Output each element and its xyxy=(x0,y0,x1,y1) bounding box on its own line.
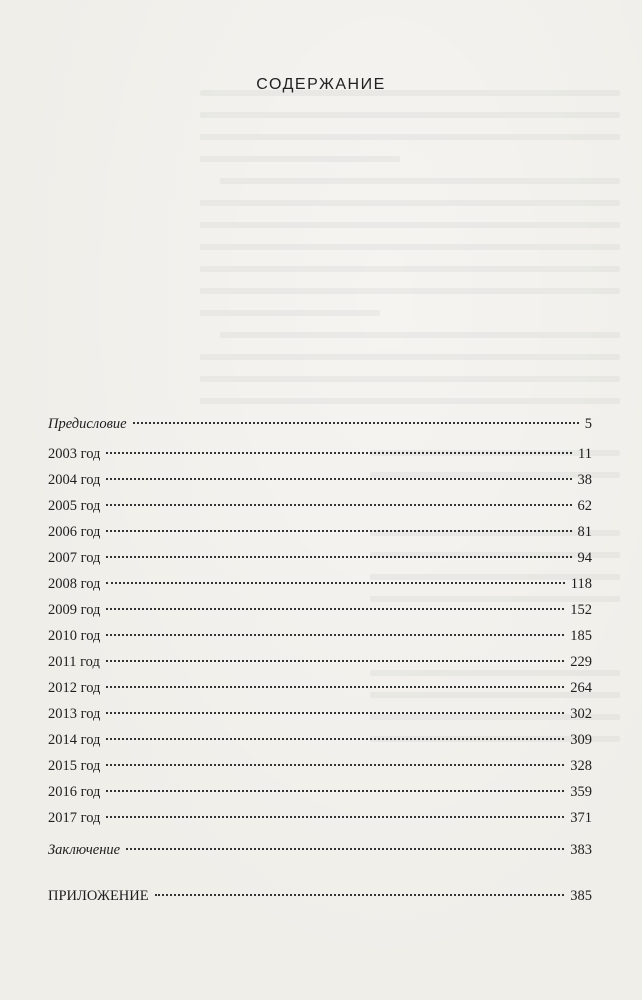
toc-entry-title: 2016 год xyxy=(48,784,101,800)
dot-leader xyxy=(106,764,564,766)
toc-entry-page-number: 229 xyxy=(570,654,592,670)
dot-leader xyxy=(155,894,565,896)
toc-entry xyxy=(48,675,592,701)
toc-entry-title: 2007 год xyxy=(48,550,101,566)
toc-entry-title: 2004 год xyxy=(48,472,101,488)
dot-leader xyxy=(106,738,564,740)
dot-leader xyxy=(106,816,564,818)
toc-entry-title: 2014 год xyxy=(48,732,101,748)
toc-entry-title: 2008 год xyxy=(48,576,101,592)
toc-entry xyxy=(48,805,592,831)
toc-entry xyxy=(48,441,592,467)
toc-entry xyxy=(48,753,592,779)
toc-entry xyxy=(48,493,592,519)
dot-leader xyxy=(106,504,571,506)
toc-entry-page-number: 383 xyxy=(570,842,592,858)
dot-leader xyxy=(106,478,571,480)
toc-entry-page-number: 385 xyxy=(570,888,592,904)
toc-entry xyxy=(48,411,592,437)
toc-entry xyxy=(48,649,592,675)
toc-entry xyxy=(48,545,592,571)
dot-leader xyxy=(133,422,579,424)
toc-entry-page-number: 264 xyxy=(570,680,592,696)
toc-entry-title: 2011 год xyxy=(48,654,100,670)
toc-entry-title: ПРИЛОЖЕНИЕ xyxy=(48,888,149,904)
toc-entry-title: 2012 год xyxy=(48,680,101,696)
dot-leader xyxy=(106,712,564,714)
toc-entry-page-number: 5 xyxy=(584,416,592,432)
toc-entry xyxy=(48,883,592,909)
toc-entry-title: 2013 год xyxy=(48,706,101,722)
toc-entry-page-number: 359 xyxy=(570,784,592,800)
toc-entry-page-number: 328 xyxy=(570,758,592,774)
toc-entry xyxy=(48,467,592,493)
toc-entry-page-number: 38 xyxy=(577,472,592,488)
dot-leader xyxy=(106,530,571,532)
dot-leader xyxy=(106,790,564,792)
toc-entry-title: Заключение xyxy=(48,842,121,858)
toc-entry-page-number: 309 xyxy=(570,732,592,748)
toc-entry-title: 2005 год xyxy=(48,498,101,514)
dot-leader xyxy=(106,686,564,688)
toc-entry-page-number: 118 xyxy=(570,576,592,592)
toc-entry xyxy=(48,779,592,805)
toc-entry-page-number: 62 xyxy=(577,498,592,514)
table-of-contents xyxy=(48,411,592,909)
toc-entry xyxy=(48,519,592,545)
toc-entry-page-number: 94 xyxy=(577,550,592,566)
toc-entry-title: 2003 год xyxy=(48,446,101,462)
page-title: СОДЕРЖАНИЕ xyxy=(256,76,386,93)
toc-entry xyxy=(48,597,592,623)
toc-entry-title: 2015 год xyxy=(48,758,101,774)
dot-leader xyxy=(106,660,564,662)
toc-entry xyxy=(48,837,592,863)
toc-entry-title: 2006 год xyxy=(48,524,101,540)
toc-entry-page-number: 11 xyxy=(578,446,592,462)
dot-leader xyxy=(106,608,564,610)
toc-entry-title: 2010 год xyxy=(48,628,101,644)
dot-leader xyxy=(106,582,564,584)
dot-leader xyxy=(106,556,571,558)
toc-entry-title: 2017 год xyxy=(48,810,101,826)
toc-entry-title: 2009 год xyxy=(48,602,101,618)
toc-entry xyxy=(48,623,592,649)
dot-leader xyxy=(106,634,564,636)
toc-entry-page-number: 81 xyxy=(577,524,592,540)
toc-entry xyxy=(48,727,592,753)
toc-entry-page-number: 371 xyxy=(570,810,592,826)
toc-entry-page-number: 152 xyxy=(570,602,592,618)
toc-entry xyxy=(48,701,592,727)
dot-leader xyxy=(106,452,572,454)
dot-leader xyxy=(126,848,564,850)
toc-entry-page-number: 302 xyxy=(570,706,592,722)
toc-entry-page-number: 185 xyxy=(570,628,592,644)
toc-entry xyxy=(48,571,592,597)
toc-entry-title: Предисловие xyxy=(48,416,127,432)
